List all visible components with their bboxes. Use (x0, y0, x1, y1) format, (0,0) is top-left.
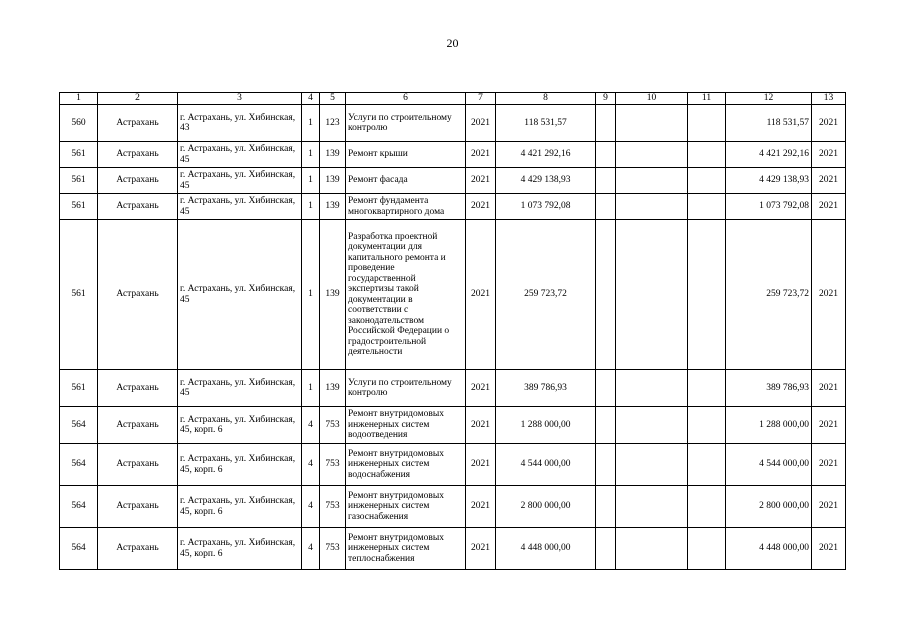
col9-cell (596, 194, 616, 220)
header-cell: 6 (346, 93, 466, 105)
completion-year-cell: 2021 (812, 486, 846, 528)
year-cell: 2021 (466, 220, 496, 370)
municipality-cell: Астрахань (98, 194, 178, 220)
col9-cell (596, 444, 616, 486)
col9-cell (596, 486, 616, 528)
completion-year-cell: 2021 (812, 142, 846, 168)
address-cell: г. Астрахань, ул. Хибинская, 43 (178, 105, 302, 142)
col11-cell (688, 105, 726, 142)
completion-year-cell: 2021 (812, 407, 846, 444)
address-cell: г. Астрахань, ул. Хибинская, 45 (178, 370, 302, 407)
fund-cost-cell: 4 429 138,93 (726, 168, 812, 194)
municipality-cell: Астрахань (98, 444, 178, 486)
header-cell: 3 (178, 93, 302, 105)
col5-cell: 123 (320, 105, 346, 142)
header-cell: 11 (688, 93, 726, 105)
col5-cell: 139 (320, 168, 346, 194)
completion-year-cell: 2021 (812, 370, 846, 407)
work-type-cell: Услуги по строительному контролю (346, 105, 466, 142)
header-cell: 13 (812, 93, 846, 105)
row-number-cell: 564 (60, 528, 98, 570)
col4-cell: 1 (302, 194, 320, 220)
fund-cost-cell: 1 288 000,00 (726, 407, 812, 444)
completion-year-cell: 2021 (812, 220, 846, 370)
row-number-cell: 561 (60, 220, 98, 370)
year-cell: 2021 (466, 407, 496, 444)
municipality-cell: Астрахань (98, 528, 178, 570)
col4-cell: 1 (302, 105, 320, 142)
year-cell: 2021 (466, 105, 496, 142)
fund-cost-cell: 4 448 000,00 (726, 528, 812, 570)
year-cell: 2021 (466, 444, 496, 486)
year-cell: 2021 (466, 370, 496, 407)
row-number-cell: 561 (60, 168, 98, 194)
col4-cell: 1 (302, 220, 320, 370)
table-row (60, 194, 846, 220)
total-cost-cell: 4 544 000,00 (496, 444, 596, 486)
address-cell: г. Астрахань, ул. Хибинская, 45, корп. 6 (178, 444, 302, 486)
fund-cost-cell: 118 531,57 (726, 105, 812, 142)
address-cell: г. Астрахань, ул. Хибинская, 45 (178, 168, 302, 194)
municipality-cell: Астрахань (98, 220, 178, 370)
col4-cell: 1 (302, 142, 320, 168)
municipality-cell: Астрахань (98, 370, 178, 407)
completion-year-cell: 2021 (812, 444, 846, 486)
fund-cost-cell: 4 544 000,00 (726, 444, 812, 486)
row-number-cell: 561 (60, 194, 98, 220)
table-body (60, 105, 846, 570)
col10-cell (616, 407, 688, 444)
row-number-cell: 561 (60, 370, 98, 407)
col11-cell (688, 194, 726, 220)
col4-cell: 4 (302, 407, 320, 444)
municipality-cell: Астрахань (98, 407, 178, 444)
work-type-cell: Ремонт фундамента многоквартирного дома (346, 194, 466, 220)
work-type-cell: Ремонт внутридомовых инженерных систем водоотведения (346, 407, 466, 444)
col10-cell (616, 528, 688, 570)
col11-cell (688, 486, 726, 528)
col5-cell: 139 (320, 194, 346, 220)
col10-cell (616, 142, 688, 168)
col10-cell (616, 105, 688, 142)
header-cell: 10 (616, 93, 688, 105)
total-cost-cell: 118 531,57 (496, 105, 596, 142)
col5-cell: 139 (320, 370, 346, 407)
col9-cell (596, 168, 616, 194)
work-type-cell: Услуги по строительному контролю (346, 370, 466, 407)
completion-year-cell: 2021 (812, 105, 846, 142)
fund-cost-cell: 2 800 000,00 (726, 486, 812, 528)
fund-cost-cell: 389 786,93 (726, 370, 812, 407)
municipality-cell: Астрахань (98, 486, 178, 528)
col10-cell (616, 168, 688, 194)
col9-cell (596, 142, 616, 168)
row-number-cell: 560 (60, 105, 98, 142)
col4-cell: 1 (302, 370, 320, 407)
header-cell: 1 (60, 93, 98, 105)
col5-cell: 753 (320, 486, 346, 528)
col11-cell (688, 444, 726, 486)
municipality-cell: Астрахань (98, 168, 178, 194)
work-type-cell: Ремонт внутридомовых инженерных систем газоснабжения (346, 486, 466, 528)
year-cell: 2021 (466, 168, 496, 194)
col10-cell (616, 370, 688, 407)
col9-cell (596, 220, 616, 370)
col10-cell (616, 194, 688, 220)
work-type-cell: Разработка проектной документации для капитального ремонта и проведение государственной экспертизы такой документации в соответствии с законодательством Российской Федерации о градостроительной деятельности (346, 220, 466, 370)
total-cost-cell: 1 073 792,08 (496, 194, 596, 220)
col4-cell: 4 (302, 444, 320, 486)
col11-cell (688, 407, 726, 444)
year-cell: 2021 (466, 486, 496, 528)
row-number-cell: 564 (60, 407, 98, 444)
col5-cell: 753 (320, 528, 346, 570)
col4-cell: 4 (302, 486, 320, 528)
total-cost-cell: 1 288 000,00 (496, 407, 596, 444)
row-number-cell: 564 (60, 486, 98, 528)
fund-cost-cell: 4 421 292,16 (726, 142, 812, 168)
completion-year-cell: 2021 (812, 194, 846, 220)
year-cell: 2021 (466, 142, 496, 168)
total-cost-cell: 4 421 292,16 (496, 142, 596, 168)
col4-cell: 4 (302, 528, 320, 570)
total-cost-cell: 389 786,93 (496, 370, 596, 407)
row-number-cell: 561 (60, 142, 98, 168)
col9-cell (596, 105, 616, 142)
header-cell: 2 (98, 93, 178, 105)
total-cost-cell: 259 723,72 (496, 220, 596, 370)
table-row (60, 142, 846, 168)
row-number-cell: 564 (60, 444, 98, 486)
header-cell: 8 (496, 93, 596, 105)
col5-cell: 753 (320, 407, 346, 444)
table-row (60, 528, 846, 570)
address-cell: г. Астрахань, ул. Хибинская, 45, корп. 6 (178, 486, 302, 528)
completion-year-cell: 2021 (812, 528, 846, 570)
municipality-cell: Астрахань (98, 142, 178, 168)
col9-cell (596, 528, 616, 570)
total-cost-cell: 4 429 138,93 (496, 168, 596, 194)
col5-cell: 753 (320, 444, 346, 486)
address-cell: г. Астрахань, ул. Хибинская, 45 (178, 220, 302, 370)
work-type-cell: Ремонт внутридомовых инженерных систем водоснабжения (346, 444, 466, 486)
address-cell: г. Астрахань, ул. Хибинская, 45 (178, 142, 302, 168)
col11-cell (688, 528, 726, 570)
table-row (60, 407, 846, 444)
col5-cell: 139 (320, 220, 346, 370)
header-cell: 4 (302, 93, 320, 105)
header-cell: 7 (466, 93, 496, 105)
col10-cell (616, 486, 688, 528)
col11-cell (688, 220, 726, 370)
col9-cell (596, 407, 616, 444)
year-cell: 2021 (466, 528, 496, 570)
work-type-cell: Ремонт фасада (346, 168, 466, 194)
col9-cell (596, 370, 616, 407)
table-row (60, 168, 846, 194)
col4-cell: 1 (302, 168, 320, 194)
work-type-cell: Ремонт крыши (346, 142, 466, 168)
header-cell: 5 (320, 93, 346, 105)
table-row (60, 486, 846, 528)
fund-cost-cell: 1 073 792,08 (726, 194, 812, 220)
address-cell: г. Астрахань, ул. Хибинская, 45, корп. 6 (178, 528, 302, 570)
header-row (60, 93, 846, 105)
completion-year-cell: 2021 (812, 168, 846, 194)
col11-cell (688, 142, 726, 168)
total-cost-cell: 2 800 000,00 (496, 486, 596, 528)
col11-cell (688, 370, 726, 407)
table-row (60, 105, 846, 142)
table-row (60, 444, 846, 486)
page-number: 20 (446, 36, 459, 50)
col10-cell (616, 220, 688, 370)
work-type-cell: Ремонт внутридомовых инженерных систем теплоснабжения (346, 528, 466, 570)
total-cost-cell: 4 448 000,00 (496, 528, 596, 570)
address-cell: г. Астрахань, ул. Хибинская, 45, корп. 6 (178, 407, 302, 444)
header-cell: 9 (596, 93, 616, 105)
col10-cell (616, 444, 688, 486)
works-register-table (59, 92, 846, 570)
table-row (60, 220, 846, 370)
fund-cost-cell: 259 723,72 (726, 220, 812, 370)
col5-cell: 139 (320, 142, 346, 168)
col11-cell (688, 168, 726, 194)
address-cell: г. Астрахань, ул. Хибинская, 45 (178, 194, 302, 220)
municipality-cell: Астрахань (98, 105, 178, 142)
header-cell: 12 (726, 93, 812, 105)
year-cell: 2021 (466, 194, 496, 220)
table-row (60, 370, 846, 407)
